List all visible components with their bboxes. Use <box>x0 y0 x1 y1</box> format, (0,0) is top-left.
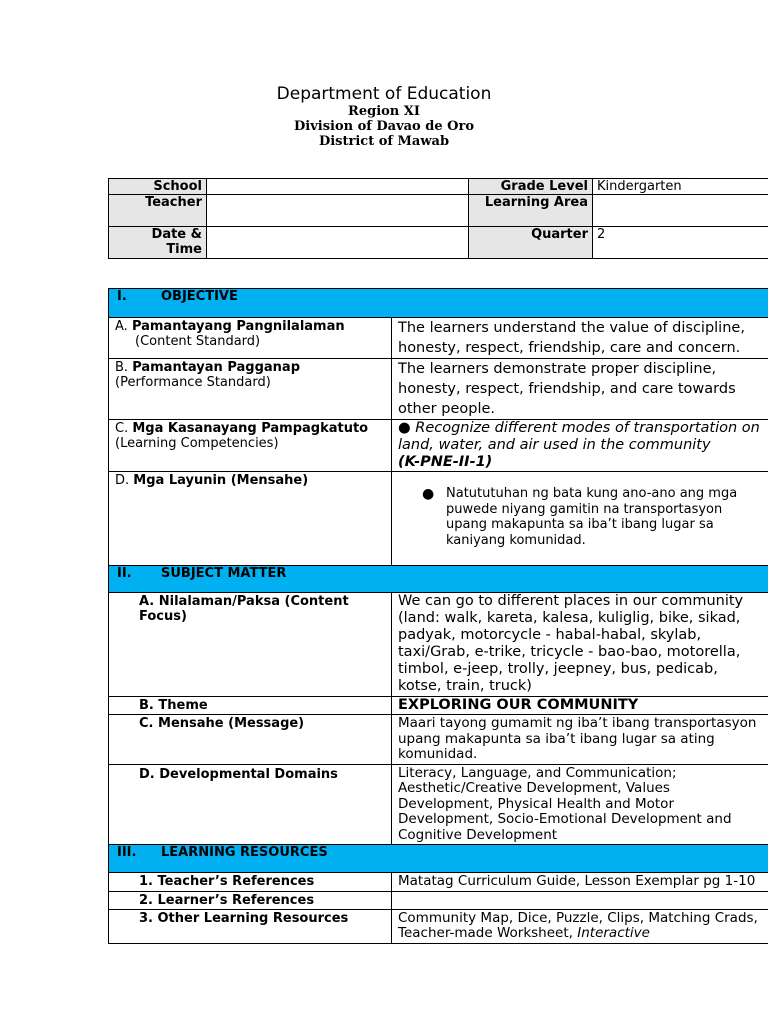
bullet-icon: ● <box>422 486 435 502</box>
section-learning-resources-header: III. LEARNING RESOURCES <box>109 845 768 873</box>
other-resources-text: Community Map, Dice, Puzzle, Clips, Matching Crads, Teacher-made Worksheet, Interactive <box>392 909 768 943</box>
layunin-label: D. Mga Layunin (Mensahe) <box>109 472 392 566</box>
learning-competencies-label: C. Mga Kasanayang Pampagkatuto (Learning Competencies) <box>109 420 392 472</box>
performance-standard-label: B. Pamantayan Pagganap (Performance Standard) <box>109 359 392 420</box>
learning-competencies-text: ● Recognize different modes of transportation on land, water, and air used in the community (K-PNE-II-1) <box>392 420 768 472</box>
content-focus-label: A. Nilalaman/Paksa (Content Focus) <box>109 593 392 697</box>
division-label: Division of Davao de Oro <box>293 119 474 134</box>
section-subject-matter-header: II. SUBJECT MATTER <box>109 566 768 593</box>
theme-text: EXPLORING OUR COMMUNITY <box>392 697 768 715</box>
content-focus-text: We can go to different places in our community (land: walk, kareta, kalesa, kuliglig, bike, sikad, padyak, motorcycle - habal-habal, skylab, taxi/Grab, e-trike, tricycle - bao-bao, motorella, timbol, e-jeep, trolly, jeepney, bus, pedicab, kotse, train, truck) <box>392 593 768 697</box>
date-time-label: Date & Time <box>109 227 207 259</box>
learning-area-label: Learning Area <box>469 195 593 227</box>
learners-references-label: 2. Learner’s References <box>109 891 392 909</box>
department-title: Department of Education <box>276 84 492 104</box>
teachers-references-label: 1. Teacher’s References <box>109 873 392 892</box>
date-time-value[interactable] <box>207 227 469 259</box>
grade-level-label: Grade Level <box>469 179 593 195</box>
grade-level-value[interactable]: Kindergarten <box>593 179 768 195</box>
teacher-value[interactable] <box>207 195 469 227</box>
content-standard-label: A. Pamantayang Pangnilalaman (Content Standard) <box>109 318 392 359</box>
content-standard-text: The learners understand the value of discipline, honesty, respect, friendship, care and concern. <box>392 318 768 359</box>
quarter-value[interactable]: 2 <box>593 227 768 259</box>
learners-references-text <box>392 891 768 909</box>
teachers-references-text: Matatag Curriculum Guide, Lesson Exemplar pg 1-10 <box>392 873 768 892</box>
quarter-label: Quarter <box>469 227 593 259</box>
school-value[interactable] <box>207 179 469 195</box>
district-label: District of Mawab <box>318 134 450 149</box>
mensahe-label: C. Mensahe (Message) <box>109 715 392 765</box>
learning-area-value[interactable] <box>593 195 768 227</box>
section-objective-header: I. OBJECTIVE <box>109 289 768 318</box>
layunin-text: Natututuhan ng bata kung ano-ano ang mga puwede niyang gamitin na transportasyon upang makapunta sa iba’t ibang lugar sa kaniyang komunidad. <box>446 486 738 548</box>
other-resources-label: 3. Other Learning Resources <box>109 909 392 943</box>
performance-standard-text: The learners demonstrate proper discipline, honesty, respect, friendship, and care towards other people. <box>392 359 768 420</box>
developmental-domains-text: Literacy, Language, and Communication; Aesthetic/Creative Development, Values Development, Physical Health and Motor Development, Socio-Emotional Development and Cognitive Development <box>392 764 768 845</box>
region-label: Region XI <box>348 104 420 119</box>
theme-label: B. Theme <box>109 697 392 715</box>
lesson-plan-table <box>108 288 768 944</box>
layunin-cell <box>392 472 768 566</box>
teacher-label: Teacher <box>109 195 207 227</box>
info-table <box>108 178 768 259</box>
mensahe-text: Maari tayong gumamit ng iba’t ibang transportasyon upang makapunta sa iba’t ibang lugar sa ating komunidad. <box>392 715 768 765</box>
developmental-domains-label: D. Developmental Domains <box>109 764 392 845</box>
school-label: School <box>109 179 207 195</box>
